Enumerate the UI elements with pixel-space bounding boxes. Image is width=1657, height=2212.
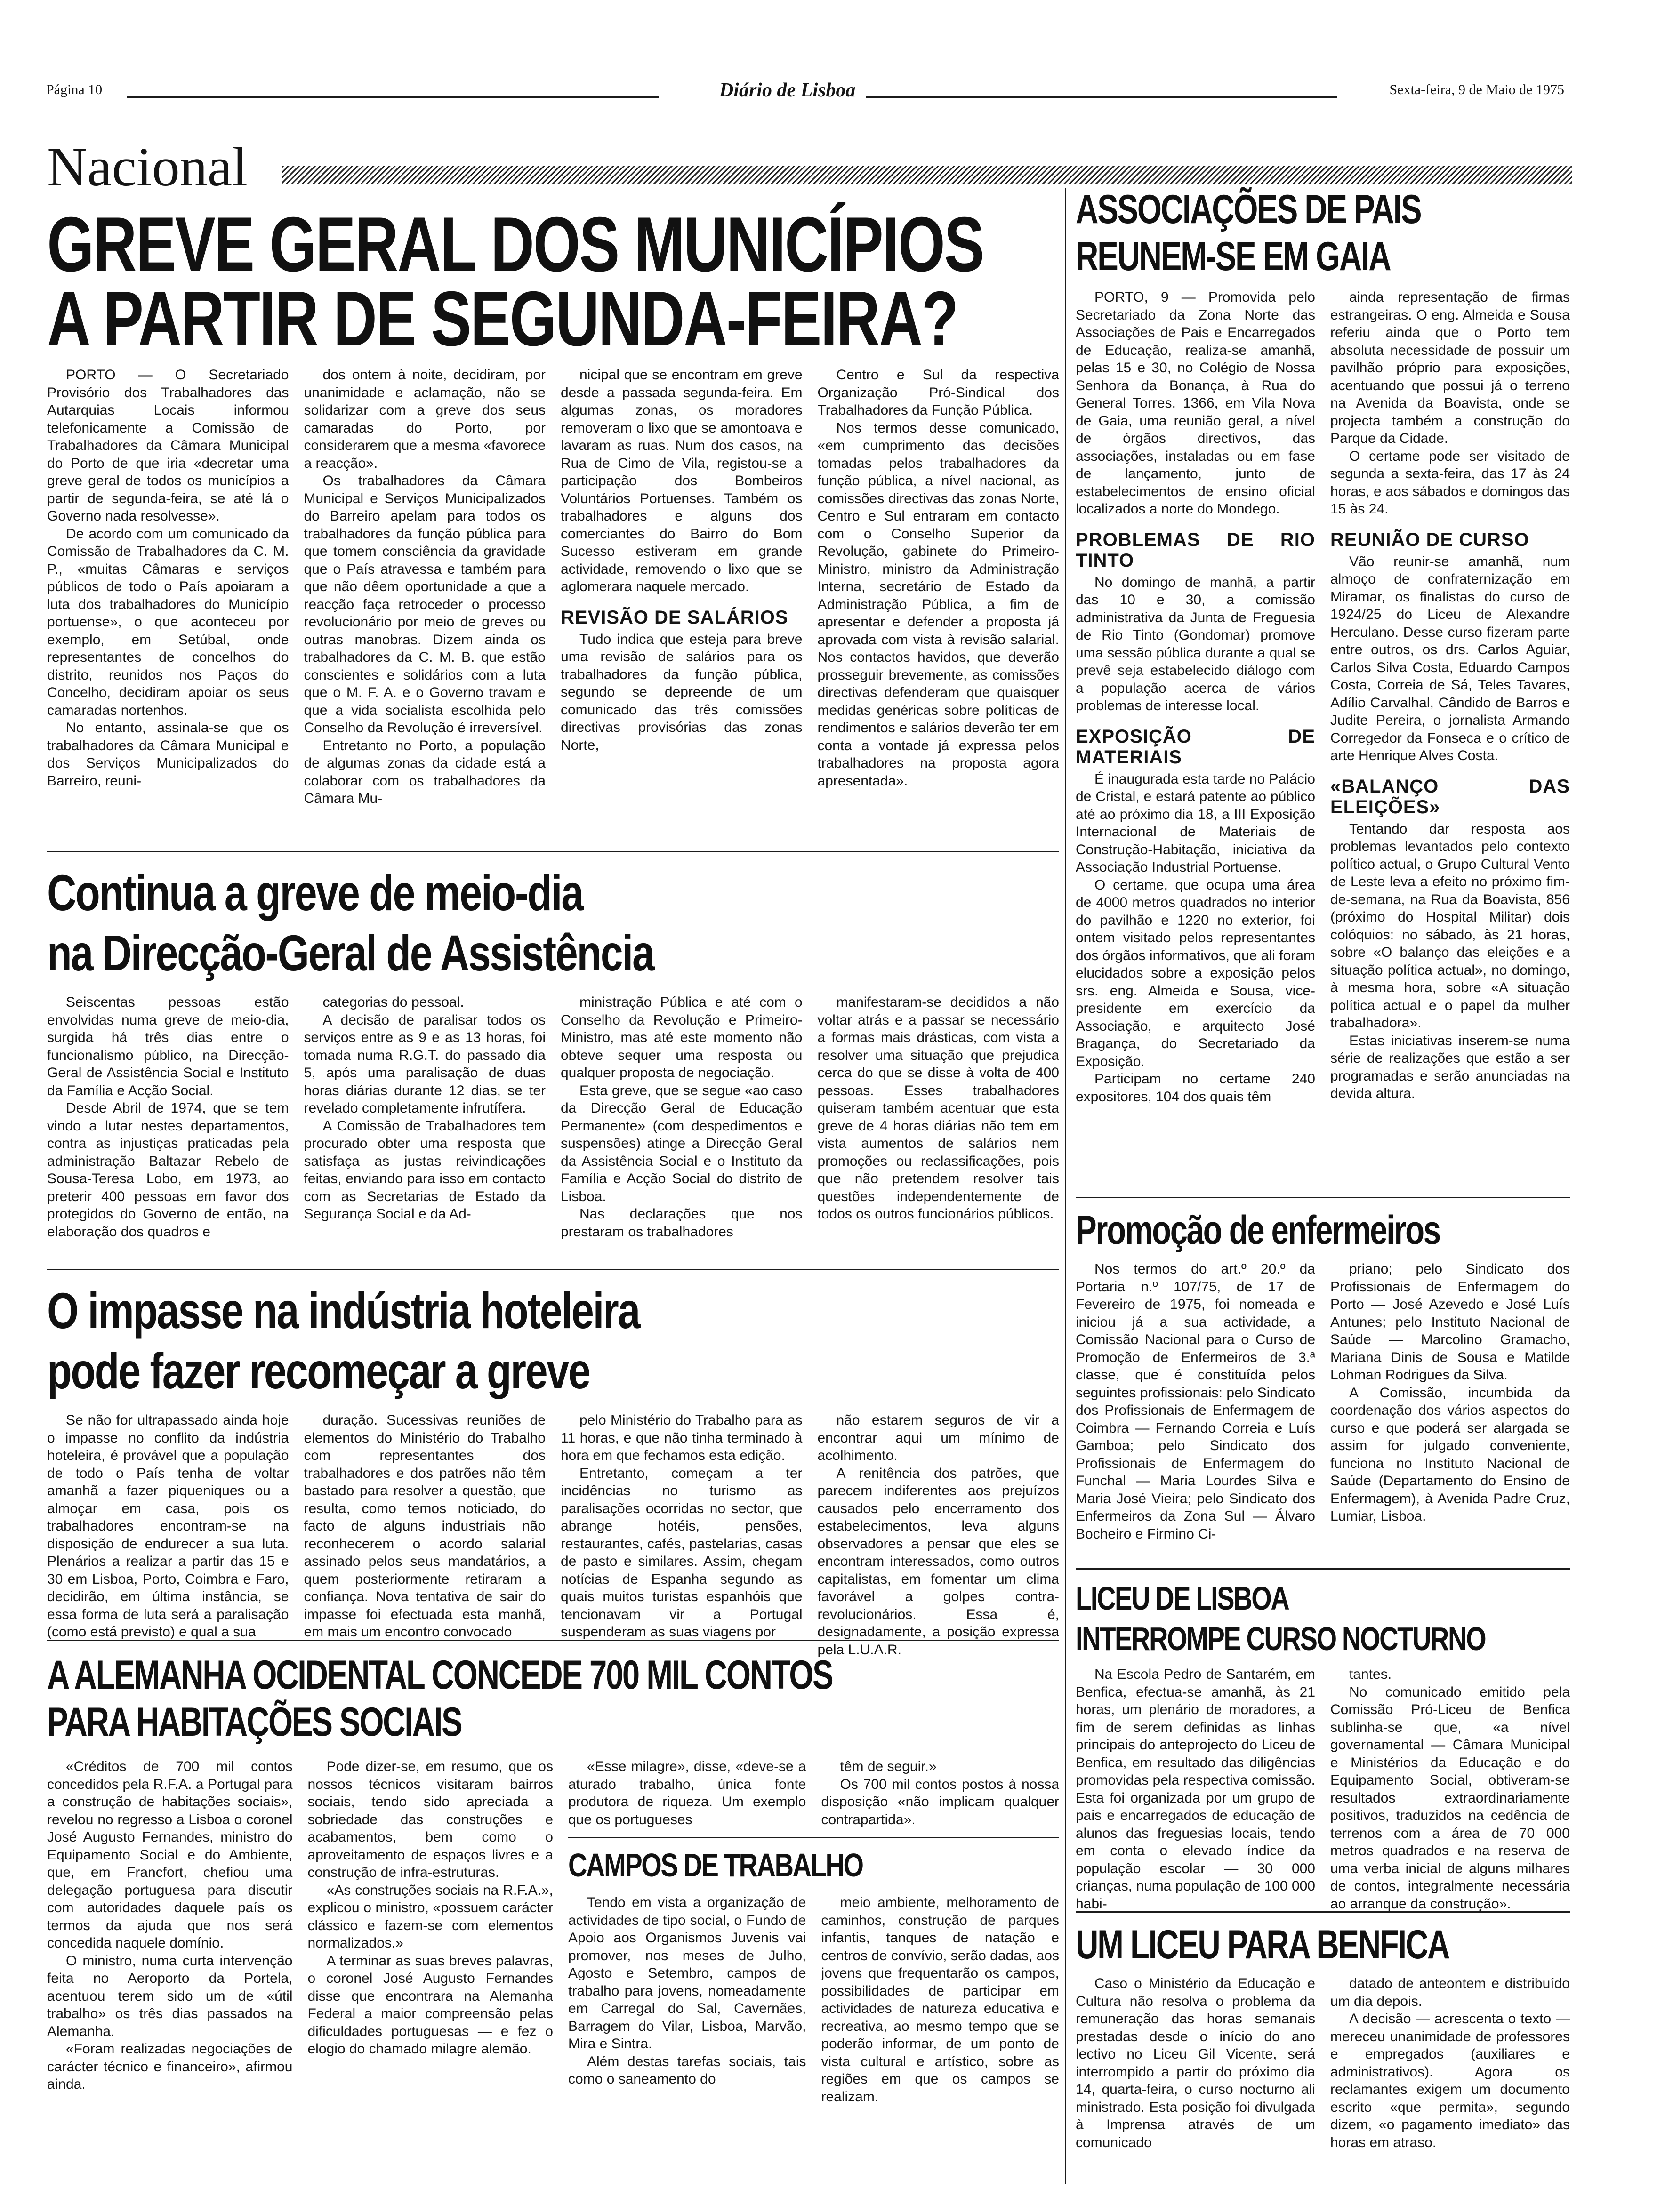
paragraph: Esta greve, que se segue «ao caso da Direcção Geral de Educação Permanente» (com despedimentos e suspensões) atinge a Direcção Geral da Assistência Social e o Instituto da Família e Acção Social do distrito de Lisboa. bbox=[561, 1082, 803, 1204]
section-hatch-bar bbox=[282, 166, 1572, 184]
article-column bbox=[1076, 1666, 1315, 1913]
right-column bbox=[1076, 186, 1570, 2191]
subheading: «BALANÇO DAS ELEIÇÕES» bbox=[1330, 776, 1570, 817]
article-headline: Promoção de enfermeiros bbox=[1076, 1208, 1440, 1253]
article-column bbox=[47, 1411, 289, 1641]
paragraph: têm de seguir.» bbox=[840, 1759, 937, 1774]
article-divider bbox=[1076, 1197, 1570, 1198]
article-column bbox=[304, 366, 546, 808]
paragraph: Na Escola Pedro de Santarém, em Benfica, efectua-se amanhã, às 21 horas, um plenário de moradores, a fim de serem definidas as linhas principais do anteprojecto do Liceu de Benfica, em resultado das diligências promovidas pela respectiva comissão. Esta foi organizada por um grupo de pais e encarregados de educação de alunos das freguesias locais, tendo em conta o elevado índice da população escolar — 30 000 crianças, numa população de 100 000 habi- bbox=[1076, 1667, 1315, 1912]
article-divider bbox=[47, 851, 1059, 852]
paragraph: O certame pode ser visitado de segunda a sexta-feira, das 17 às 24 horas, e aos sábados e domingos das 15 às 24. bbox=[1330, 448, 1570, 517]
paragraph: não estarem seguros de vir a encontrar aqui um mínimo de acolhimento. bbox=[817, 1412, 1059, 1463]
paragraph: datado de anteontem e distribuído um dia depois. bbox=[1330, 1976, 1570, 2009]
paragraph: «Esse milagre», disse, «deve-se a aturado trabalho, única fonte produtora de riqueza. Um exemplo que os portugueses bbox=[568, 1759, 806, 1827]
paragraph: dos ontem à noite, decidiram, por unanimidade e aclamação, não se solidarizar com a greve dos seus camaradas do Porto, por considerarem que a mesma «favorece a reacção». bbox=[304, 367, 546, 471]
paragraph: Estas iniciativas inserem-se numa série de realizações que estão a ser programadas e serão anunciadas na devida altura. bbox=[1330, 1033, 1570, 1101]
article-column bbox=[1330, 1260, 1570, 1525]
paragraph: duração. Sucessivas reuniões de elementos do Ministério do Trabalho com representantes dos trabalhadores e dos patrões não têm bastado para resolver a questão, que resulta, como temos noticiado, do facto de alguns industriais não reconhecerem o acordo salarial assinado pelos seus mandatários, a quem posteriormente retiraram a confiança. Nova tentativa de sair do impasse foi efectuada esta manhã, em mais um encontro convocado bbox=[304, 1412, 546, 1640]
paragraph: Pode dizer-se, em resumo, que os nossos técnicos visitaram bairros sociais, tendo sido apreciada a sobriedade das construções e acabamentos, bem como o aproveitamento de espaços livres e a construção de infra-estruturas. bbox=[307, 1759, 553, 1880]
subheading: REVISÃO DE SALÁRIOS bbox=[561, 607, 788, 628]
paragraph: ainda representação de firmas estrangeiras. O eng. Almeida e Sousa referiu ainda que o Porto tem absoluta necessidade de possuir um pavilhão próprio para exposições, acentuando que possui já o terreno na Avenida da Boavista, onde se projecta também a construção do Parque da Cidade. bbox=[1330, 289, 1570, 446]
left-column bbox=[47, 201, 1059, 2174]
article-headline: INTERROMPE CURSO NOCTURNO bbox=[1076, 1620, 1486, 1657]
article-divider bbox=[1076, 1568, 1570, 1570]
article-column bbox=[1330, 289, 1570, 1103]
article-column bbox=[561, 994, 803, 1241]
paragraph: Se não for ultrapassado ainda hoje o impasse no conflito da indústria hoteleira, é provável que a população de todo o País tenha de voltar amanhã a fazer piqueniques ou a almoçar em casa, pois os trabalhadores encontram-se na disposição de endurecer a sua luta. Plenários a realizar a partir das 15 e 30 em Lisboa, Porto, Coimbra e Faro, decidirão, em última instância, se essa forma de luta será a paralisação (como está previsto) e qual a sua bbox=[47, 1412, 289, 1640]
paragraph: Os trabalhadores da Câmara Municipal e Serviços Municipalizados do Barreiro apelam para todos os trabalhadores da função pública para que tomem consciência da gravidade que o País atravessa e também para que não dêem oportunidade a que a reacção faça retroceder o processo revolucionário por meio de greves ou outras manobras. Dizem ainda os trabalhadores da C. M. B. que estão conscientes e solidários com a luta que o M. F. A. e o Governo travam e que a vida socialista escolhida pelo Conselho da Revolução é irreversível. bbox=[304, 473, 546, 736]
article-headline: GREVE GERAL DOS MUNICÍPIOS bbox=[47, 201, 984, 288]
paragraph: meio ambiente, melhoramento de caminhos, construção de parques infantis, tanques de natação e centros de convívio, serão dadas, aos jovens que frequentarão os campos, possibilidades de participar em actividades de natureza educativa e recreativa, ao mesmo tempo que se poderão informar, de um ponto de vista cultural e artístico, sobre as regiões em que os campos se realizam. bbox=[821, 1895, 1059, 2105]
article-column bbox=[821, 1758, 1060, 1828]
paragraph: Entretanto no Porto, a população de algumas zonas da cidade está a colaborar com os trabalhadores da Câmara Mu- bbox=[304, 737, 546, 806]
header-rule-left bbox=[127, 96, 659, 98]
paragraph: No comunicado emitido pela Comissão Pró-Liceu de Benfica sublinha-se que, «a nível governamental — Câmara Municipal e Ministérios da Educação e do Equipamento Social, obtiveram-se resultados extraordinariamente positivos, traduzidos na cedência de terrenos com a área de 70 000 metros quadrados e na reserva de uma verba inicial de alguns milhares de contos, integralmente necessária ao arranque da construção». bbox=[1330, 1684, 1570, 1912]
article-assistencia bbox=[47, 863, 1059, 1265]
paragraph: Tentando dar resposta aos problemas levantados pelo contexto político actual, o Grupo Cultural Vento de Leste leva a efeito no próximo fim-de-semana, na Rua da Boavista, 856 (próximo do Hospital Militar) dois colóquios: no sábado, às 21 horas, sobre «O balanço das eleições e a situação política actual», no domingo, à mesma hora, sobre «A situação política actual e o papel da mulher trabalhadora». bbox=[1330, 821, 1570, 1031]
paragraph: Entretanto, começam a ter incidências no turismo as paralisações ocorridas no sector, que abrange hotéis, pensões, restaurantes, cafés, pastelarias, casas de pasto e similares. Assim, chegam notícias de Espanha segundo as quais muitos turistas espanhóis que tencionavam vir a Portugal suspenderam as suas viagens por bbox=[561, 1465, 803, 1640]
article-column bbox=[561, 366, 803, 754]
article-column bbox=[47, 1758, 293, 2093]
paragraph: A decisão de paralisar todos os serviços entre as 9 e as 13 horas, foi tomada numa R.G.T. do passado dia 5, após uma paralisação de duas horas diárias durante 12 dias, se ter revelado completamente infrutífera. bbox=[304, 1012, 546, 1116]
campos-box bbox=[568, 1837, 1059, 2106]
article-column bbox=[561, 1411, 803, 1641]
paragraph: manifestaram-se decididos a não voltar atrás e a passar se necessário a formas mais drásticas, com vista a resolver uma situação que prejudica cerca do que se disse à volta de 400 pessoas. Esses trabalhadores quiseram também acentuar que esta greve de 4 horas diárias não tem em vista aumentos de salários nem promoções ou reclassificações, pois que não pretendem resolver tais questões independentemente de todos os outros funcionários públicos. bbox=[817, 994, 1059, 1222]
article-column bbox=[47, 994, 289, 1241]
paragraph: A decisão — acrescenta o texto — mereceu unanimidade de professores e empregados (auxiliares e administrativos). Agora os reclamantes exigem um documento escrito «que permita», segundo dizem, «o pagamento imediato» das horas em atraso. bbox=[1330, 2011, 1570, 2150]
article-column bbox=[1076, 1260, 1315, 1543]
paragraph: PORTO, 9 — Promovida pelo Secretariado da Zona Norte das Associações de Pais e Encarregados de Educação, realiza-se amanhã, pelas 15 e 30, no Colégio de Nossa Senhora da Bonança, à Rua do General Torres, 1366, em Vila Nova de Gaia, uma reunião geral, a nível de órgãos directivos, das associações, instaladas ou em fase de lançamento, junto de estabelecimentos de ensino oficial localizados a norte do Mondego. bbox=[1076, 289, 1315, 517]
article-column bbox=[304, 1411, 546, 1641]
article-headline: A PARTIR DE SEGUNDA-FEIRA? bbox=[47, 275, 958, 362]
paragraph: tantes. bbox=[1349, 1667, 1392, 1682]
article-headline: REUNEM-SE EM GAIA bbox=[1076, 234, 1391, 279]
masthead: Diário de Lisboa bbox=[719, 80, 856, 101]
article-column bbox=[818, 994, 1060, 1223]
paragraph: Seiscentas pessoas estão envolvidas numa greve de meio-dia, surgida há três dias entre o funcionalismo público, na Direcção-Geral de Assistência Social e Instituto da Família e Acção Social. bbox=[47, 994, 289, 1098]
article-column bbox=[1076, 289, 1315, 1106]
subheading: REUNIÃO DE CURSO bbox=[1330, 529, 1529, 550]
article-column bbox=[1330, 1975, 1570, 2151]
article-column bbox=[818, 366, 1060, 790]
article-column bbox=[1076, 1975, 1315, 2151]
paragraph: «Créditos de 700 mil contos concedidos pela R.F.A. a Portugal para a construção de habitações sociais», revelou no regresso a Lisboa o coronel José Augusto Fernandes, ministro do Equipamento Social e do Ambiente, que, em Francfort, chefiou uma delegação portuguesa para discutir com autoridades daquele país os termos da ajuda que nos será concedida naquele domínio. bbox=[47, 1759, 293, 1951]
article-column bbox=[47, 366, 289, 790]
article-hoteleira bbox=[47, 1281, 1059, 1658]
article-column bbox=[568, 1894, 806, 2088]
paragraph: Nos termos do art.º 20.º da Portaria n.º 107/75, de 17 de Fevereiro de 1975, foi nomeada e iniciou já a sua actividade, a Comissão Nacional para o Curso de Promoção de Enfermeiros de 3.ª classe, que é constituída pelos seguintes profissionais: pelo Sindicato dos Profissionais de Enfermagem de Coimbra — Fernando Correia e Luís Gamboa; pelo Sindicato dos Profissionais de Enfermagem do Funchal — Maria Lourdes Silva e Maria José Vieira; pelo Sindicato dos Enfermeiros da Zona Sul — Álvaro Bocheiro e Firmino Ci- bbox=[1076, 1261, 1315, 1542]
paragraph: priano; pelo Sindicato dos Profissionais de Enfermagem do Porto — José Azevedo e José Luís Antunes; pelo Instituto Nacional de Saúde — Marcolino Gramacho, Mariana Dinis de Sousa e Matilde Lohman Rodrigues da Silva. bbox=[1330, 1261, 1570, 1383]
paragraph: categorias do pessoal. bbox=[322, 994, 464, 1010]
issue-date: Sexta-feira, 9 de Maio de 1975 bbox=[1389, 82, 1564, 97]
article-column bbox=[818, 1411, 1060, 1659]
paragraph: Nos termos desse comunicado, «em cumprimento das decisões tomadas pelos trabalhadores da função pública, a nível nacional, as comissões directivas das zonas Norte, Centro e Sul entraram em contacto com o Conselho Superior da Revolução, gabinete do Primeiro-Ministro, ministro da Administração Interna, secretário de Estado da Administração Pública, a fim de apresentar e defender a proposta já aprovada com vista à revisão salarial. Nos contactos havidos, que deverão prosseguir brevemente, as comissões directivas defenderam que quaisquer medidas genéricas sobre políticas de rendimentos e salários deverão ter em conta a vontade já expressa pelos trabalhadores na proposta agora apresentada». bbox=[817, 420, 1059, 789]
subheading: EXPOSIÇÃO DE MATERIAIS bbox=[1076, 726, 1315, 768]
article-headline: PARA HABITAÇÕES SOCIAIS bbox=[47, 1699, 462, 1745]
paragraph: A terminar as suas breves palavras, o coronel José Augusto Fernandes disse que encontrara na Alemanha Federal a maior compreensão pelas dificuldades portuguesas — e fez o elogio do chamado milagre alemão. bbox=[307, 1953, 553, 2057]
section-title: Nacional bbox=[47, 136, 248, 198]
paragraph: «As construções sociais na R.F.A.», explicou o ministro, «possuem carácter clássico e fazem-se com elementos normalizados.» bbox=[307, 1882, 553, 1951]
article-headline: Continua a greve de meio-dia bbox=[47, 864, 583, 921]
paragraph: No domingo de manhã, a partir das 10 e 30, a comissão administrativa da Junta de Freguesia de Rio Tinto (Gondomar) promove uma sessão pública durante a qual se prevê seja estabelecido diálogo com a população acerca de vários problemas de interesse local. bbox=[1076, 574, 1315, 713]
paragraph: nicipal que se encontram em greve desde a passada segunda-feira. Em algumas zonas, os moradores removeram o lixo que se amontoava e lavaram as ruas. Num dos casos, na Rua de Cimo de Vila, registou-se a participação dos Bombeiros Voluntários Portuenses. Também os trabalhadores e alguns dos comerciantes do Bairro do Bom Sucesso estiveram em grande actividade, removendo o lixo que se aglomerara naquele mercado. bbox=[561, 367, 803, 594]
paragraph: A Comissão, incumbida da coordenação dos vários aspectos do curso e que poderá ser alargada se assim for julgado conveniente, funciona no Instituto Nacional de Saúde (Departamento do Ensino de Enfermagem), à Avenida Padre Cruz, Lumiar, Lisboa. bbox=[1330, 1385, 1570, 1524]
article-headline: CAMPOS DE TRABALHO bbox=[568, 1847, 863, 1883]
article-column bbox=[308, 1758, 554, 2058]
paragraph: Os 700 mil contos postos à nossa disposição «não implicam qualquer contrapartida». bbox=[821, 1776, 1059, 1827]
article-headline: pode fazer recomeçar a greve bbox=[47, 1342, 590, 1399]
alemanha-right-block bbox=[568, 1758, 1059, 2106]
article-alemanha bbox=[47, 1651, 1059, 2146]
paragraph: Desde Abril de 1974, que se tem vindo a lutar nestes departamentos, contra as injustiças praticadas pela administração Baltazar Rebelo de Sousa-Teresa Lobo, em 1973, ao preterir 400 pessoas em favor dos protegidos do Governo de então, na elaboração dos quadros e bbox=[47, 1100, 289, 1240]
article-headline: O impasse na indústria hoteleira bbox=[47, 1282, 640, 1339]
article-column bbox=[568, 1758, 806, 1828]
paragraph: PORTO — O Secretariado Provisório dos Trabalhadores das Autarquias Locais informou telefonicamente a Comissão de Trabalhadores da Câmara Municipal do Porto de que iria «decretar uma greve geral de todos os municípios a partir de segunda-feira, se até lá o Governo nada resolvesse». bbox=[47, 367, 289, 524]
article-headline: na Direcção-Geral de Assistência bbox=[47, 924, 654, 981]
paragraph: Participam no certame 240 expositores, 104 dos quais têm bbox=[1076, 1071, 1315, 1105]
paragraph: O ministro, numa curta intervenção feita no Aeroporto da Portela, acentuou terem sido um de «útil trabalho» os três dias passados na Alemanha. bbox=[47, 1953, 293, 2039]
paragraph: «Foram realizadas negociações de carácter técnico e financeiro», afirmou ainda. bbox=[47, 2041, 293, 2092]
paragraph: Nas declarações que nos prestaram os trabalhadores bbox=[561, 1206, 803, 1240]
article-headline: A ALEMANHA OCIDENTAL CONCEDE 700 MIL CONTOS bbox=[47, 1652, 833, 1698]
paragraph: Além destas tarefas sociais, tais como o saneamento do bbox=[568, 2053, 806, 2087]
article-column bbox=[821, 1894, 1060, 2106]
subheading: PROBLEMAS DE RIO TINTO bbox=[1076, 529, 1315, 571]
paragraph: Tendo em vista a organização de actividades de tipo social, o Fundo de Apoio aos Organismos Juvenis vai promover, nos meses de Julho, Agosto e Setembro, campos de trabalho para jovens, nomeadamente em Carregal do Sal, Cavernães, Barragem do Vilar, Lisboa, Marvão, Mira e Sintra. bbox=[568, 1895, 806, 2052]
paragraph: pelo Ministério do Trabalho para as 11 horas, e que não tinha terminado à hora em que fechamos esta edição. bbox=[561, 1412, 803, 1463]
header-rule-right bbox=[866, 96, 1337, 98]
paragraph: Tudo indica que esteja para breve uma revisão de salários para os trabalhadores da função pública, segundo se depreende de um comunicado das três comissões directivas provisórias das zonas Norte, bbox=[561, 631, 803, 753]
article-headline: LICEU DE LISBOA bbox=[1076, 1580, 1289, 1617]
paragraph: De acordo com um comunicado da Comissão de Trabalhadores da C. M. P., «muitas Câmaras e serviços públicos de todo o País apoiaram a luta dos trabalhadores do Município portuense», o que aconteceu por exemplo, em Setúbal, onde representantes de concelhos do distrito, reunidos nos Paços do Concelho, decidiram apoiar os seus camaradas nortenhos. bbox=[47, 526, 289, 718]
paragraph: No entanto, assinala-se que os trabalhadores da Câmara Municipal e dos Serviços Municipalizados do Barreiro, reuni- bbox=[47, 720, 289, 789]
article-enfermeiros bbox=[1076, 1207, 1570, 1564]
paragraph: É inaugurada esta tarde no Palácio de Cristal, e estará patente ao público até ao próximo dia 18, a III Exposição Internacional de Materiais de Construção-Habitação, iniciativa da Associação Industrial Portuense. bbox=[1076, 771, 1315, 875]
paragraph: ministração Pública e até com o Conselho da Revolução e Primeiro-Ministro, mas até este momento não obteve sequer uma resposta ou qualquer proposta de negociação. bbox=[561, 994, 803, 1081]
article-column bbox=[304, 994, 546, 1223]
article-associacoes-pais bbox=[1076, 186, 1570, 1193]
column-divider bbox=[1065, 188, 1066, 2184]
article-liceu-lisboa bbox=[1076, 1578, 1570, 1912]
article-headline: ASSOCIAÇÕES DE PAIS bbox=[1076, 187, 1421, 232]
paragraph: Caso o Ministério da Educação e Cultura não resolva o problema da remuneração das horas semanais prestadas desde o início do ano lectivo no Liceu Gil Vicente, será interrompido a partir do próximo dia 14, quarta-feira, o curso nocturno ali ministrado. Esta posição foi divulgada à Imprensa através de um comunicado bbox=[1076, 1976, 1315, 2150]
paragraph: A renitência dos patrões, que parecem indiferentes aos prejuízos causados pelo encerramento dos estabelecimentos, leva alguns observadores a pensar que eles se encontram interessados, como outros capitalistas, em fomentar um clima favorável a golpes contra-revolucionários. Essa é, designadamente, a posição expressa pela L.U.A.R. bbox=[817, 1465, 1059, 1658]
paragraph: O certame, que ocupa uma área de 4000 metros quadrados no interior do pavilhão e 1220 no exterior, foi ontem visitado pelos representantes dos órgãos informativos, que ali foram elucidados sobre a exposição pelos srs. eng. Almeida e Sousa, vice-presidente em exercício da Associação, e arquitecto José Bragança, do Secretariado da Exposição. bbox=[1076, 877, 1315, 1069]
paragraph: A Comissão de Trabalhadores tem procurado obter uma resposta que satisfaça as justas reivindicações feitas, enviando para isso em contacto com as Secretarias de Estado da Segurança Social e da Ad- bbox=[304, 1118, 546, 1222]
page-header bbox=[46, 79, 1564, 102]
article-liceu-benfica bbox=[1076, 1921, 1570, 2185]
article-divider bbox=[47, 1269, 1059, 1270]
paragraph: Centro e Sul da respectiva Organização Pró-Sindical dos Trabalhadores da Função Pública. bbox=[817, 367, 1059, 418]
article-column bbox=[1330, 1666, 1570, 1913]
paragraph: Vão reunir-se amanhã, num almoço de confraternização em Miramar, os finalistas do curso de 1924/25 do Liceu de Alexandre Herculano. Desse curso fizeram parte entre outros, os drs. Carlos Aguiar, Carlos Silva Costa, Eduardo Campos Costa, Correia de Sá, Teles Tavares, Adílio Carvalhal, Cândido de Barros e Judite Pereira, o jornalista Armando Corregedor da Fonseca e o crítico de arte Henrique Alves Costa. bbox=[1330, 553, 1570, 763]
article-headline: UM LICEU PARA BENFICA bbox=[1076, 1922, 1449, 1967]
article-greve-geral bbox=[47, 201, 1059, 847]
page-number: Página 10 bbox=[46, 82, 103, 97]
